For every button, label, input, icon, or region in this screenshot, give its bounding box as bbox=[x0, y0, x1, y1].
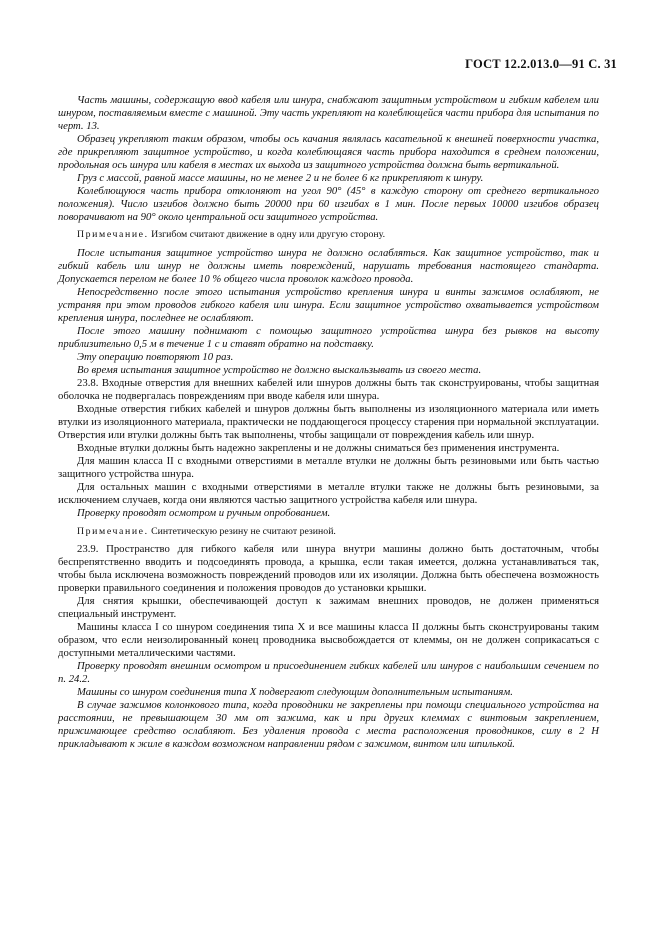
note-text: Синтетическую резину не считают резиной. bbox=[148, 525, 336, 537]
paragraph: Груз с массой, равной массе машины, но не менее 2 и не более 6 кг прикрепляют к шнуру. bbox=[77, 172, 484, 185]
page-header: ГОСТ 12.2.013.0—91 С. 31 bbox=[465, 57, 617, 71]
paragraph: Проверку проводят осмотром и ручным опробованием. bbox=[77, 507, 331, 520]
note bbox=[58, 228, 599, 241]
paragraph: Машины со шнуром соединения типа X подвергают следующим дополнительным испытаниям. bbox=[77, 686, 513, 699]
paragraph: После испытания защитное устройство шнура не должно ослабляться. Как защитное устройство, так и гибкий кабель или шнур не должны иметь повреждений, нарушать требования настоящего стандарта. Допускается перелом не более 10 % общего числа проволок каждого провода. bbox=[58, 246, 599, 285]
paragraph: Машины класса I со шнуром соединения типа X и все машины класса II должны быть сконструированы таким образом, что если неизолированный конец проводника высвобождается от клеммы, он не должен соприкасаться с доступными металлическими частями. bbox=[58, 620, 599, 659]
paragraph: После этого машину поднимают с помощью защитного устройства шнура без рывков на высоту приблизительно 0,5 м в течение 1 с и ставят обратно на подставку. bbox=[58, 324, 599, 350]
note-label: Примечание. bbox=[77, 229, 149, 241]
clause-23-9: 23.9. Пространство для гибкого кабеля или шнура внутри машины должно быть достаточным, чтобы беспрепятственно вводить и подсоединять провода, а крышка, если такая имеется, должна устанавливаться так, чтобы была исключена возможность повреждений проводов или их изоляции. Должна быть обеспечена возможность проверки правильного соединения и положения проводов до установки крышки. bbox=[58, 542, 599, 594]
document-body bbox=[58, 94, 599, 751]
paragraph: Для снятия крышки, обеспечивающей доступ к зажимам внешних проводов, не должен применяться специальный инструмент. bbox=[58, 594, 599, 620]
paragraph: Эту операцию повторяют 10 раз. bbox=[77, 350, 234, 363]
paragraph: Для машин класса II с входными отверстиями в металле втулки не должны быть резиновыми или быть частью защитного устройства шнура. bbox=[58, 455, 599, 481]
note-text: Изгибом считают движение в одну или другую сторону. bbox=[148, 229, 386, 241]
paragraph: Часть машины, содержащую ввод кабеля или шнура, снабжают защитным устройством и гибким кабелем или шнуром, поставляемым вместе с машиной. Эту часть укрепляют на колеблющейся части прибора для испытания по черт. 13. bbox=[58, 94, 599, 133]
paragraph: Во время испытания защитное устройство не должно выскальзывать из своего места. bbox=[77, 363, 482, 376]
paragraph: Колеблющуюся часть прибора отклоняют на угол 90° (45° в каждую сторону от среднего вертикального положения). Число изгибов должно быть 20000 при 60 изгибах в 1 мин. После первых 10000 изгибов образец поворачивают на 90° около центральной оси защитного устройства. bbox=[58, 185, 599, 224]
clause-23-8: 23.8. Входные отверстия для внешних кабелей или шнуров должны быть так сконструированы, чтобы защитная оболочка не подвергалась повреждениям при вводе кабеля или шнура. bbox=[58, 376, 599, 403]
paragraph: Для остальных машин с входными отверстиями в металле втулки также не должны быть резиновыми, за исключением случаев, когда они являются частью защитного устройства кабеля или шнура. bbox=[58, 481, 599, 507]
paragraph: Непосредственно после этого испытания устройство крепления шнура и винты зажимов ослабляют, не устраняя при этом проводов гибкого кабеля или шнура. Если защитное устройство охватывается устройством крепления шнура, последнее не ослабляют. bbox=[58, 285, 599, 324]
note bbox=[58, 525, 599, 538]
paragraph: Входные втулки должны быть надежно закреплены и не должны сниматься без применения инструмента. bbox=[77, 442, 560, 455]
paragraph: Входные отверстия гибких кабелей и шнуров должны быть выполнены из изоляционного материала или иметь втулки из изоляционного материала, практически не поддающегося процессу старения при нормальной эксплуатации. Отверстия или втулки должны быть так выполнены, чтобы защищали от повреждения кабель или шнур. bbox=[58, 403, 599, 442]
note-label: Примечание. bbox=[77, 525, 149, 537]
paragraph: В случае зажимов колонкового типа, когда проводники не закреплены при помощи специального устройства на расстоянии, не превышающем 30 мм от зажима, как и при других клеммах с винтовым закреплением, прижимающее средство ослабляют. Без удаления провода с места расположения проводников, силу в 2 Н прикладывают к жиле в каждом возможном направлении рядом с зажимом, винтом или шпилькой. bbox=[58, 699, 599, 751]
paragraph: Образец укрепляют таким образом, чтобы ось качания являлась касательной к внешней поверхности участка, где прикрепляют защитное устройство, и когда колеблющаяся часть прибора находится в среднем положении, продольная ось шнура или кабеля в местах их выхода из защитного устройства должна быть вертикальной. bbox=[58, 133, 599, 172]
paragraph: Проверку проводят внешним осмотром и присоединением гибких кабелей или шнуров с наибольшим сечением по п. 24.2. bbox=[58, 659, 599, 686]
